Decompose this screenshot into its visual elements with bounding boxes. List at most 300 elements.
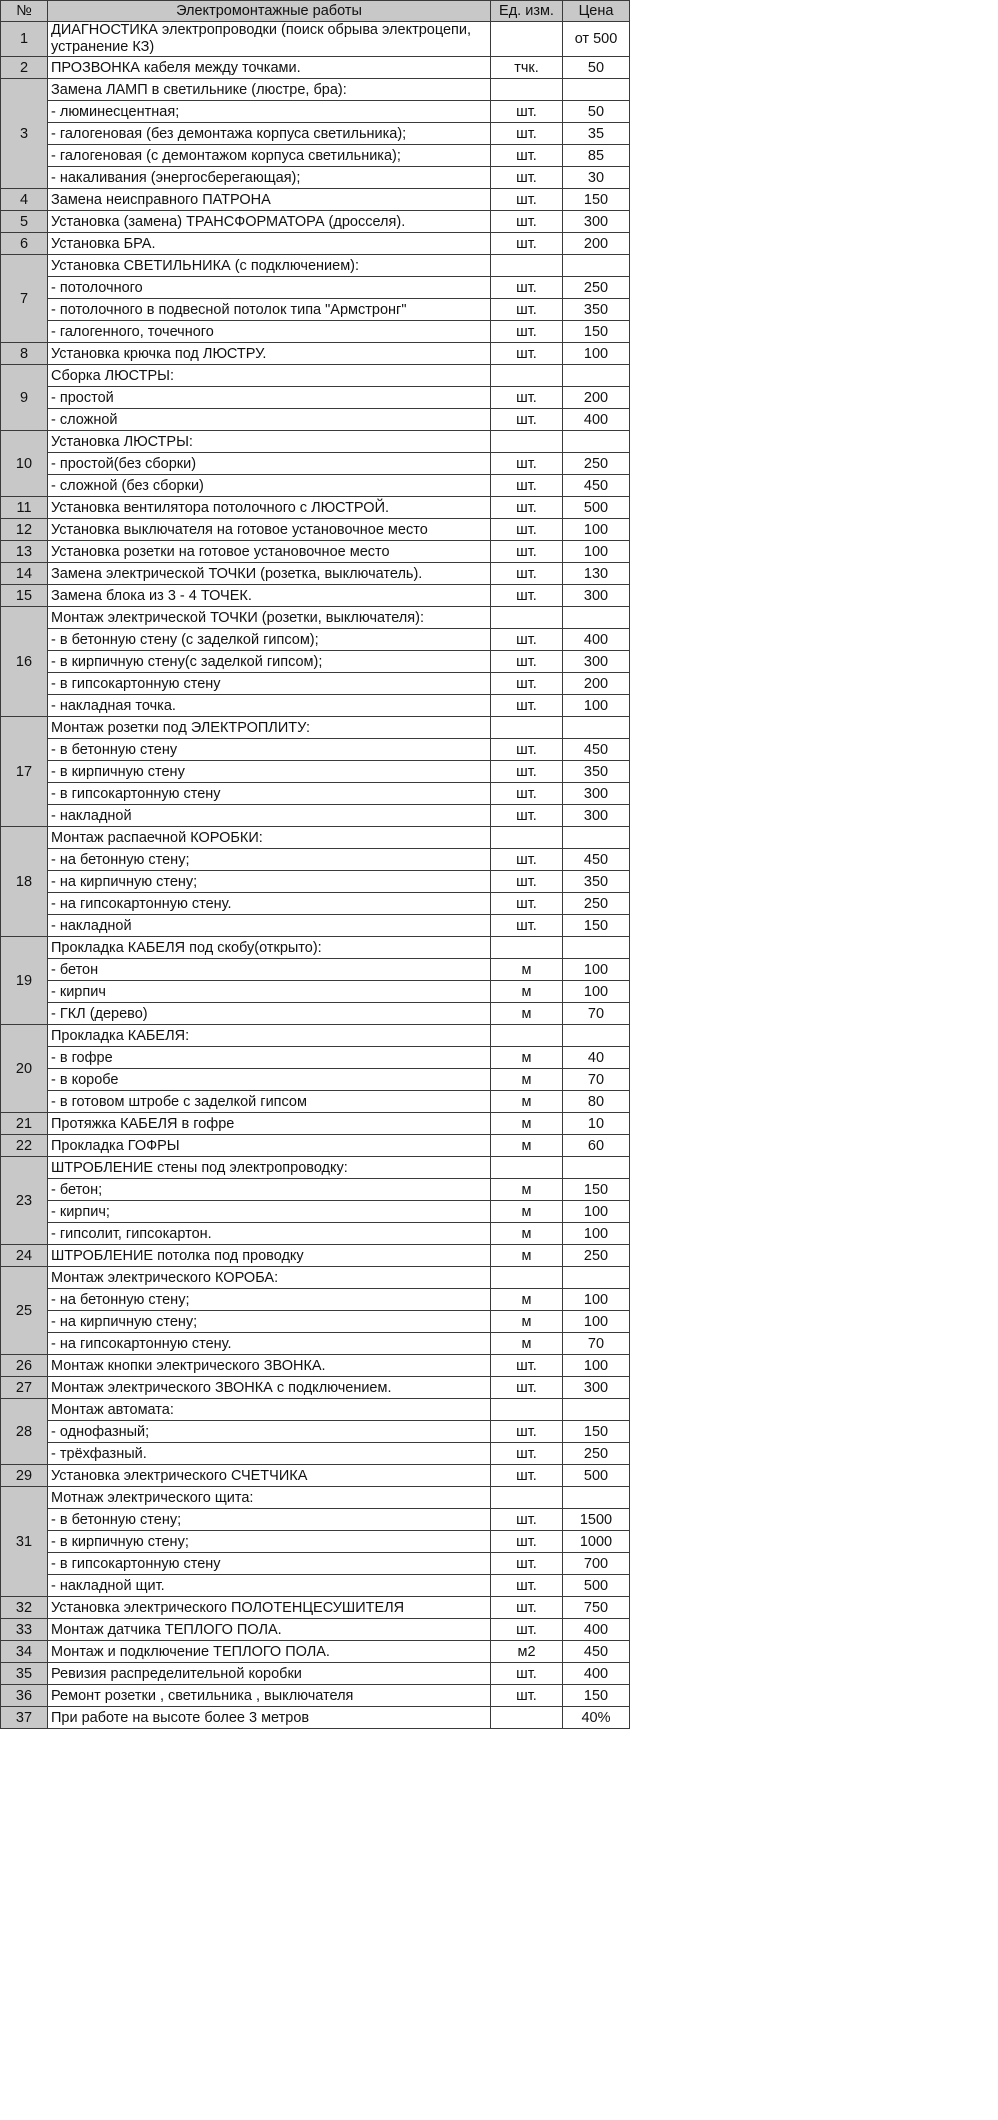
work-name: ПРОЗВОНКА кабеля между точками. <box>48 57 491 79</box>
table-row <box>1 101 630 123</box>
work-name: - в кирпичную стену <box>48 761 491 783</box>
price-cell <box>563 827 630 849</box>
price-cell: 450 <box>563 475 630 497</box>
table-row <box>1 1575 630 1597</box>
work-name: Замена ЛАМП в светильнике (люстре, бра): <box>48 79 491 101</box>
price-cell: 700 <box>563 1553 630 1575</box>
price-cell: 300 <box>563 211 630 233</box>
table-row <box>1 541 630 563</box>
work-name: Монтаж кнопки электрического ЗВОНКА. <box>48 1355 491 1377</box>
unit-cell: шт. <box>491 893 563 915</box>
price-cell: 350 <box>563 871 630 893</box>
work-name: Установка крючка под ЛЮСТРУ. <box>48 343 491 365</box>
work-name: - простой(без сборки) <box>48 453 491 475</box>
unit-cell <box>491 22 563 57</box>
table-row <box>1 893 630 915</box>
table-row <box>1 1135 630 1157</box>
item-number: 17 <box>1 717 48 827</box>
work-name: - накладной <box>48 805 491 827</box>
header-unit: Ед. изм. <box>491 1 563 22</box>
unit-cell <box>491 365 563 387</box>
item-number: 23 <box>1 1157 48 1245</box>
unit-cell: шт. <box>491 1619 563 1641</box>
work-name: Ревизия распределительной коробки <box>48 1663 491 1685</box>
table-row <box>1 321 630 343</box>
table-row <box>1 937 630 959</box>
unit-cell: шт. <box>491 519 563 541</box>
work-name: - однофазный; <box>48 1421 491 1443</box>
work-name: ШТРОБЛЕНИЕ потолка под проводку <box>48 1245 491 1267</box>
work-name: - накаливания (энергосберегающая); <box>48 167 491 189</box>
item-number: 21 <box>1 1113 48 1135</box>
unit-cell: м <box>491 1245 563 1267</box>
unit-cell: шт. <box>491 739 563 761</box>
price-cell: 200 <box>563 673 630 695</box>
price-cell: 300 <box>563 585 630 607</box>
work-name: Замена неисправного ПАТРОНА <box>48 189 491 211</box>
item-number: 3 <box>1 79 48 189</box>
work-name: Замена электрической ТОЧКИ (розетка, выключатель). <box>48 563 491 585</box>
unit-cell: шт. <box>491 1597 563 1619</box>
price-cell: 300 <box>563 651 630 673</box>
table-row <box>1 1311 630 1333</box>
price-cell: 100 <box>563 1201 630 1223</box>
work-name: - в гипсокартонную стену <box>48 783 491 805</box>
work-name: - в готовом штробе с заделкой гипсом <box>48 1091 491 1113</box>
unit-cell: шт. <box>491 849 563 871</box>
work-name: - бетон <box>48 959 491 981</box>
unit-cell: шт. <box>491 1663 563 1685</box>
work-name: Установка СВЕТИЛЬНИКА (с подключением): <box>48 255 491 277</box>
table-row <box>1 1091 630 1113</box>
table-row <box>1 1069 630 1091</box>
work-name: Протяжка КАБЕЛЯ в гофре <box>48 1113 491 1135</box>
price-cell: от 500 <box>563 22 630 57</box>
price-cell: 750 <box>563 1597 630 1619</box>
table-row <box>1 453 630 475</box>
table-row <box>1 22 630 57</box>
item-number: 36 <box>1 1685 48 1707</box>
unit-cell <box>491 827 563 849</box>
work-name: - на гипсокартонную стену. <box>48 893 491 915</box>
work-name: Установка электрического СЧЕТЧИКА <box>48 1465 491 1487</box>
price-cell: 100 <box>563 695 630 717</box>
work-name: - накладной щит. <box>48 1575 491 1597</box>
item-number: 12 <box>1 519 48 541</box>
item-number: 8 <box>1 343 48 365</box>
unit-cell: шт. <box>491 189 563 211</box>
work-name: Установка БРА. <box>48 233 491 255</box>
unit-cell <box>491 1487 563 1509</box>
work-name: Установка выключателя на готовое установочное место <box>48 519 491 541</box>
unit-cell: шт. <box>491 585 563 607</box>
table-row <box>1 79 630 101</box>
table-row <box>1 1553 630 1575</box>
price-cell: 85 <box>563 145 630 167</box>
price-cell <box>563 937 630 959</box>
unit-cell: шт. <box>491 761 563 783</box>
unit-cell: шт. <box>491 299 563 321</box>
item-number: 33 <box>1 1619 48 1641</box>
table-row <box>1 1267 630 1289</box>
unit-cell: шт. <box>491 915 563 937</box>
price-cell: 35 <box>563 123 630 145</box>
price-cell: 150 <box>563 321 630 343</box>
work-name: Монтаж электрического ЗВОНКА с подключением. <box>48 1377 491 1399</box>
table-row <box>1 1201 630 1223</box>
item-number: 11 <box>1 497 48 519</box>
work-name: Установка вентилятора потолочного с ЛЮСТРОЙ. <box>48 497 491 519</box>
work-name: ШТРОБЛЕНИЕ стены под электропроводку: <box>48 1157 491 1179</box>
table-row <box>1 1663 630 1685</box>
work-name: - галогеновая (с демонтажом корпуса светильника); <box>48 145 491 167</box>
unit-cell: шт. <box>491 651 563 673</box>
item-number: 22 <box>1 1135 48 1157</box>
header-row <box>1 1 630 22</box>
unit-cell: шт. <box>491 475 563 497</box>
unit-cell: шт. <box>491 387 563 409</box>
price-cell <box>563 1487 630 1509</box>
work-name: - сложной (без сборки) <box>48 475 491 497</box>
work-name: - на кирпичную стену; <box>48 871 491 893</box>
unit-cell: м <box>491 1135 563 1157</box>
work-name: - бетон; <box>48 1179 491 1201</box>
work-name: Установка (замена) ТРАНСФОРМАТОРА (дросселя). <box>48 211 491 233</box>
table-row <box>1 1003 630 1025</box>
table-row <box>1 1443 630 1465</box>
unit-cell: шт. <box>491 211 563 233</box>
table-row <box>1 1355 630 1377</box>
unit-cell: шт. <box>491 673 563 695</box>
table-row <box>1 827 630 849</box>
table-row <box>1 387 630 409</box>
table-row <box>1 1113 630 1135</box>
item-number: 4 <box>1 189 48 211</box>
price-cell: 100 <box>563 519 630 541</box>
price-cell: 300 <box>563 783 630 805</box>
price-cell: 150 <box>563 1421 630 1443</box>
item-number: 24 <box>1 1245 48 1267</box>
price-cell <box>563 717 630 739</box>
table-row <box>1 365 630 387</box>
unit-cell <box>491 1399 563 1421</box>
work-name: - на бетонную стену; <box>48 1289 491 1311</box>
unit-cell <box>491 431 563 453</box>
work-name: - в кирпичную стену; <box>48 1531 491 1553</box>
price-cell: 350 <box>563 761 630 783</box>
unit-cell: шт. <box>491 277 563 299</box>
work-name: Монтаж электрической ТОЧКИ (розетки, выключателя): <box>48 607 491 629</box>
table-row <box>1 1707 630 1729</box>
item-number: 25 <box>1 1267 48 1355</box>
table-body <box>1 22 630 1729</box>
table-row <box>1 1619 630 1641</box>
table-row <box>1 1289 630 1311</box>
price-cell <box>563 431 630 453</box>
price-cell: 40% <box>563 1707 630 1729</box>
price-cell: 100 <box>563 1289 630 1311</box>
price-cell: 10 <box>563 1113 630 1135</box>
price-cell: 70 <box>563 1003 630 1025</box>
unit-cell: шт. <box>491 563 563 585</box>
table-row <box>1 167 630 189</box>
table-row <box>1 871 630 893</box>
table-row <box>1 255 630 277</box>
table-header <box>1 1 630 22</box>
table-row <box>1 1465 630 1487</box>
item-number: 9 <box>1 365 48 431</box>
price-cell: 100 <box>563 541 630 563</box>
work-name: - галогенного, точечного <box>48 321 491 343</box>
table-row <box>1 849 630 871</box>
item-number: 28 <box>1 1399 48 1465</box>
price-cell: 100 <box>563 343 630 365</box>
unit-cell: м <box>491 1289 563 1311</box>
unit-cell: м <box>491 1113 563 1135</box>
work-name: Монтаж датчика ТЕПЛОГО ПОЛА. <box>48 1619 491 1641</box>
work-name: - ГКЛ (дерево) <box>48 1003 491 1025</box>
table-row <box>1 607 630 629</box>
price-cell: 400 <box>563 1619 630 1641</box>
price-cell: 100 <box>563 1355 630 1377</box>
price-cell: 250 <box>563 453 630 475</box>
header-num: № <box>1 1 48 22</box>
item-number: 29 <box>1 1465 48 1487</box>
price-cell: 400 <box>563 1663 630 1685</box>
price-cell: 300 <box>563 1377 630 1399</box>
price-cell: 450 <box>563 849 630 871</box>
price-cell: 400 <box>563 409 630 431</box>
unit-cell: м <box>491 1047 563 1069</box>
price-cell: 30 <box>563 167 630 189</box>
work-name: - на кирпичную стену; <box>48 1311 491 1333</box>
item-number: 1 <box>1 22 48 57</box>
unit-cell <box>491 79 563 101</box>
item-number: 34 <box>1 1641 48 1663</box>
price-cell: 100 <box>563 1311 630 1333</box>
unit-cell: шт. <box>491 1377 563 1399</box>
table-row <box>1 981 630 1003</box>
unit-cell: шт. <box>491 1465 563 1487</box>
work-name: - трёхфазный. <box>48 1443 491 1465</box>
work-name: Ремонт розетки , светильника , выключателя <box>48 1685 491 1707</box>
table-row <box>1 431 630 453</box>
work-name: - в гофре <box>48 1047 491 1069</box>
work-name: - галогеновая (без демонтажа корпуса светильника); <box>48 123 491 145</box>
table-row <box>1 739 630 761</box>
price-cell: 250 <box>563 277 630 299</box>
unit-cell: шт. <box>491 1443 563 1465</box>
unit-cell: шт. <box>491 1575 563 1597</box>
table-row <box>1 409 630 431</box>
table-row <box>1 211 630 233</box>
table-row <box>1 695 630 717</box>
unit-cell: м <box>491 1333 563 1355</box>
price-cell <box>563 1157 630 1179</box>
work-name: - в бетонную стену (с заделкой гипсом); <box>48 629 491 651</box>
table-row <box>1 1487 630 1509</box>
price-cell: 150 <box>563 189 630 211</box>
unit-cell: шт. <box>491 497 563 519</box>
unit-cell: шт. <box>491 145 563 167</box>
work-name: Прокладка ГОФРЫ <box>48 1135 491 1157</box>
work-name: - в гипсокартонную стену <box>48 673 491 695</box>
item-number: 32 <box>1 1597 48 1619</box>
work-name: - в бетонную стену <box>48 739 491 761</box>
table-row <box>1 783 630 805</box>
work-name: Монтаж распаечной КОРОБКИ: <box>48 827 491 849</box>
item-number: 26 <box>1 1355 48 1377</box>
unit-cell: м <box>491 1003 563 1025</box>
work-name: Мотнаж электрического щита: <box>48 1487 491 1509</box>
unit-cell <box>491 717 563 739</box>
table-row <box>1 629 630 651</box>
price-cell: 150 <box>563 1179 630 1201</box>
table-row <box>1 1025 630 1047</box>
unit-cell: шт. <box>491 453 563 475</box>
unit-cell: шт. <box>491 629 563 651</box>
price-cell: 200 <box>563 233 630 255</box>
price-cell: 450 <box>563 739 630 761</box>
work-name: - в бетонную стену; <box>48 1509 491 1531</box>
table-row <box>1 1333 630 1355</box>
price-cell: 100 <box>563 981 630 1003</box>
item-number: 19 <box>1 937 48 1025</box>
work-name: - накладной <box>48 915 491 937</box>
price-cell: 1500 <box>563 1509 630 1531</box>
work-name: - простой <box>48 387 491 409</box>
table-row <box>1 1157 630 1179</box>
header-name: Электромонтажные работы <box>48 1 491 22</box>
unit-cell: шт. <box>491 409 563 431</box>
unit-cell: шт. <box>491 233 563 255</box>
unit-cell <box>491 1267 563 1289</box>
price-cell: 450 <box>563 1641 630 1663</box>
item-number: 35 <box>1 1663 48 1685</box>
price-cell: 300 <box>563 805 630 827</box>
price-cell: 350 <box>563 299 630 321</box>
item-number: 20 <box>1 1025 48 1113</box>
table-row <box>1 585 630 607</box>
table-row <box>1 277 630 299</box>
item-number: 27 <box>1 1377 48 1399</box>
price-cell: 100 <box>563 959 630 981</box>
unit-cell: м <box>491 1311 563 1333</box>
price-cell: 500 <box>563 497 630 519</box>
table-row <box>1 57 630 79</box>
price-cell: 500 <box>563 1575 630 1597</box>
table-row <box>1 761 630 783</box>
table-row <box>1 563 630 585</box>
table-row <box>1 651 630 673</box>
work-name: Монтаж и подключение ТЕПЛОГО ПОЛА. <box>48 1641 491 1663</box>
item-number: 13 <box>1 541 48 563</box>
item-number: 37 <box>1 1707 48 1729</box>
work-name: Установка ЛЮСТРЫ: <box>48 431 491 453</box>
table-row <box>1 1399 630 1421</box>
item-number: 16 <box>1 607 48 717</box>
table-row <box>1 1509 630 1531</box>
work-name: Установка электрического ПОЛОТЕНЦЕСУШИТЕЛЯ <box>48 1597 491 1619</box>
price-cell <box>563 255 630 277</box>
price-cell <box>563 1267 630 1289</box>
unit-cell: шт. <box>491 1531 563 1553</box>
work-name: - кирпич; <box>48 1201 491 1223</box>
work-name: - гипсолит, гипсокартон. <box>48 1223 491 1245</box>
price-cell <box>563 607 630 629</box>
unit-cell: шт. <box>491 1509 563 1531</box>
table-row <box>1 1047 630 1069</box>
unit-cell: шт. <box>491 343 563 365</box>
price-cell: 150 <box>563 915 630 937</box>
table-row <box>1 145 630 167</box>
unit-cell: м <box>491 1091 563 1113</box>
item-number: 6 <box>1 233 48 255</box>
unit-cell: шт. <box>491 695 563 717</box>
table-row <box>1 189 630 211</box>
item-number: 14 <box>1 563 48 585</box>
work-name: Установка розетки на готовое установочное место <box>48 541 491 563</box>
unit-cell <box>491 1157 563 1179</box>
price-cell: 70 <box>563 1333 630 1355</box>
unit-cell: шт. <box>491 805 563 827</box>
price-cell: 40 <box>563 1047 630 1069</box>
work-name: При работе на высоте более 3 метров <box>48 1707 491 1729</box>
table-row <box>1 1685 630 1707</box>
work-name: - накладная точка. <box>48 695 491 717</box>
unit-cell: шт. <box>491 1553 563 1575</box>
unit-cell: м <box>491 981 563 1003</box>
price-cell <box>563 79 630 101</box>
unit-cell: шт. <box>491 123 563 145</box>
unit-cell: шт. <box>491 167 563 189</box>
table-row <box>1 1179 630 1201</box>
unit-cell: шт. <box>491 1421 563 1443</box>
work-name: Прокладка КАБЕЛЯ: <box>48 1025 491 1047</box>
work-name: Сборка ЛЮСТРЫ: <box>48 365 491 387</box>
unit-cell: м <box>491 1223 563 1245</box>
price-cell: 60 <box>563 1135 630 1157</box>
unit-cell: м <box>491 1201 563 1223</box>
price-cell: 250 <box>563 1443 630 1465</box>
unit-cell: м2 <box>491 1641 563 1663</box>
table-row <box>1 717 630 739</box>
price-cell: 100 <box>563 1223 630 1245</box>
table-row <box>1 959 630 981</box>
table-row <box>1 519 630 541</box>
work-name: Монтаж электрического КОРОБА: <box>48 1267 491 1289</box>
table-row <box>1 1245 630 1267</box>
work-name: Монтаж розетки под ЭЛЕКТРОПЛИТУ: <box>48 717 491 739</box>
work-name: - люминесцентная; <box>48 101 491 123</box>
work-name: - на гипсокартонную стену. <box>48 1333 491 1355</box>
price-cell: 150 <box>563 1685 630 1707</box>
work-name: - на бетонную стену; <box>48 849 491 871</box>
work-name: Монтаж автомата: <box>48 1399 491 1421</box>
item-number: 10 <box>1 431 48 497</box>
price-cell <box>563 1025 630 1047</box>
header-price: Цена <box>563 1 630 22</box>
price-cell: 250 <box>563 1245 630 1267</box>
item-number: 7 <box>1 255 48 343</box>
table-row <box>1 497 630 519</box>
price-cell: 250 <box>563 893 630 915</box>
unit-cell: м <box>491 1069 563 1091</box>
table-row <box>1 123 630 145</box>
unit-cell: шт. <box>491 1355 563 1377</box>
unit-cell <box>491 607 563 629</box>
work-name: - в гипсокартонную стену <box>48 1553 491 1575</box>
